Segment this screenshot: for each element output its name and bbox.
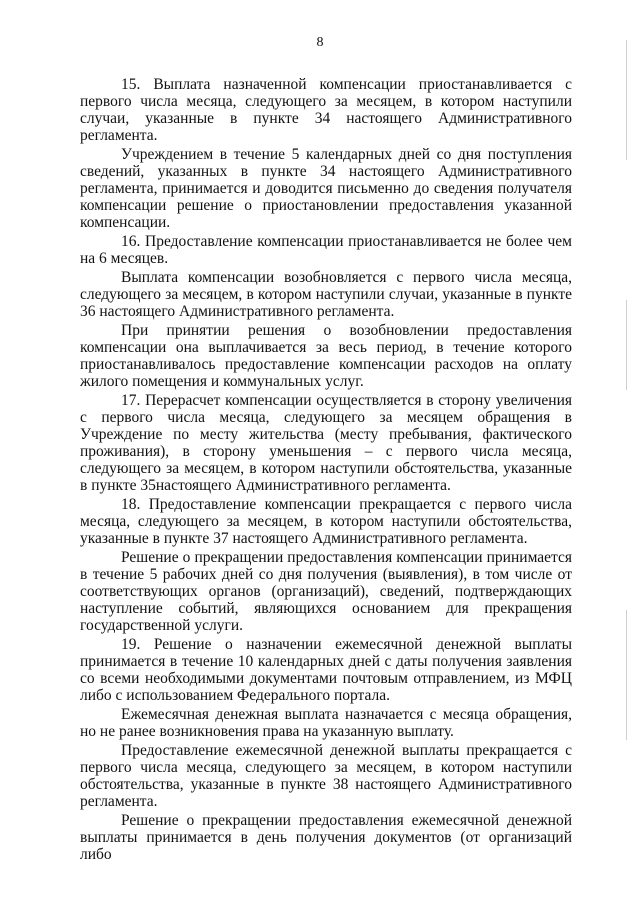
paragraph-15-decision: Учреждением в течение 5 календарных дней со дня поступления сведений, указанных в пункте 34 настоящего Административного регламента, принимается и доводится письменно до сведения получателя компенсации решение о приостановлении предоставления указанной компенсации.	[80, 146, 572, 231]
paragraph-19-termination: Предоставление ежемесячной денежной выплаты прекращается с первого числа месяца, следующего за месяцем, в котором наступили обстоятельства, указанные в пункте 38 настоящего Административного регламента.	[80, 742, 572, 810]
paragraph-19: 19. Решение о назначении ежемесячной денежной выплаты принимается в течение 10 календарных дней с даты получения заявления со всеми необходимыми документами почтовым отправлением, из МФЦ либо с использованием Федерального портала.	[80, 636, 572, 704]
scan-edge-mark	[626, 40, 627, 160]
paragraph-19-decision: Решение о прекращении предоставления ежемесячной денежной выплаты принимается в день получения документов (от организаций либо	[80, 812, 572, 863]
paragraph-17: 17. Перерасчет компенсации осуществляется в сторону увеличения с первого числа месяца, следующего за месяцем обращения в Учреждение по месту жительства (месту пребывания, фактического проживания), в сторону уменьшения – с первого числа месяца, следующего за месяцем, в котором наступили обстоятельства, указанные в пункте 35настоящего Административного регламента.	[80, 392, 572, 494]
scan-edge-mark	[626, 610, 627, 740]
document-body	[80, 76, 572, 863]
paragraph-19-start: Ежемесячная денежная выплата назначается с месяца обращения, но не ранее возникновения права на указанную выплату.	[80, 706, 572, 740]
paragraph-16-resume: Выплата компенсации возобновляется с первого числа месяца, следующего за месяцем, в котором наступили случаи, указанные в пункте 36 настоящего Административного регламента.	[80, 269, 572, 320]
paragraph-16: 16. Предоставление компенсации приостанавливается не более чем на 6 месяцев.	[80, 233, 572, 267]
scan-edge-mark	[626, 300, 627, 390]
paragraph-15: 15. Выплата назначенной компенсации приостанавливается с первого числа месяца, следующего за месяцем, в котором наступили случаи, указанные в пункте 34 настоящего Административного регламента.	[80, 76, 572, 144]
paragraph-16-payment: При принятии решения о возобновлении предоставления компенсации она выплачивается за весь период, в течение которого приостанавливалось предоставление компенсации расходов на оплату жилого помещения и коммунальных услуг.	[80, 322, 572, 390]
paragraph-18: 18. Предоставление компенсации прекращается с первого числа месяца, следующего за месяцем, в котором наступили обстоятельства, указанные в пункте 37 настоящего Административного регламента.	[80, 496, 572, 547]
paragraph-18-decision: Решение о прекращении предоставления компенсации принимается в течение 5 рабочих дней со дня получения (выявления), в том числе от соответствующих органов (организаций), сведений, подтверждающих наступление событий, являющихся основанием для прекращения государственной услуги.	[80, 549, 572, 634]
page-number: 8	[316, 35, 324, 50]
